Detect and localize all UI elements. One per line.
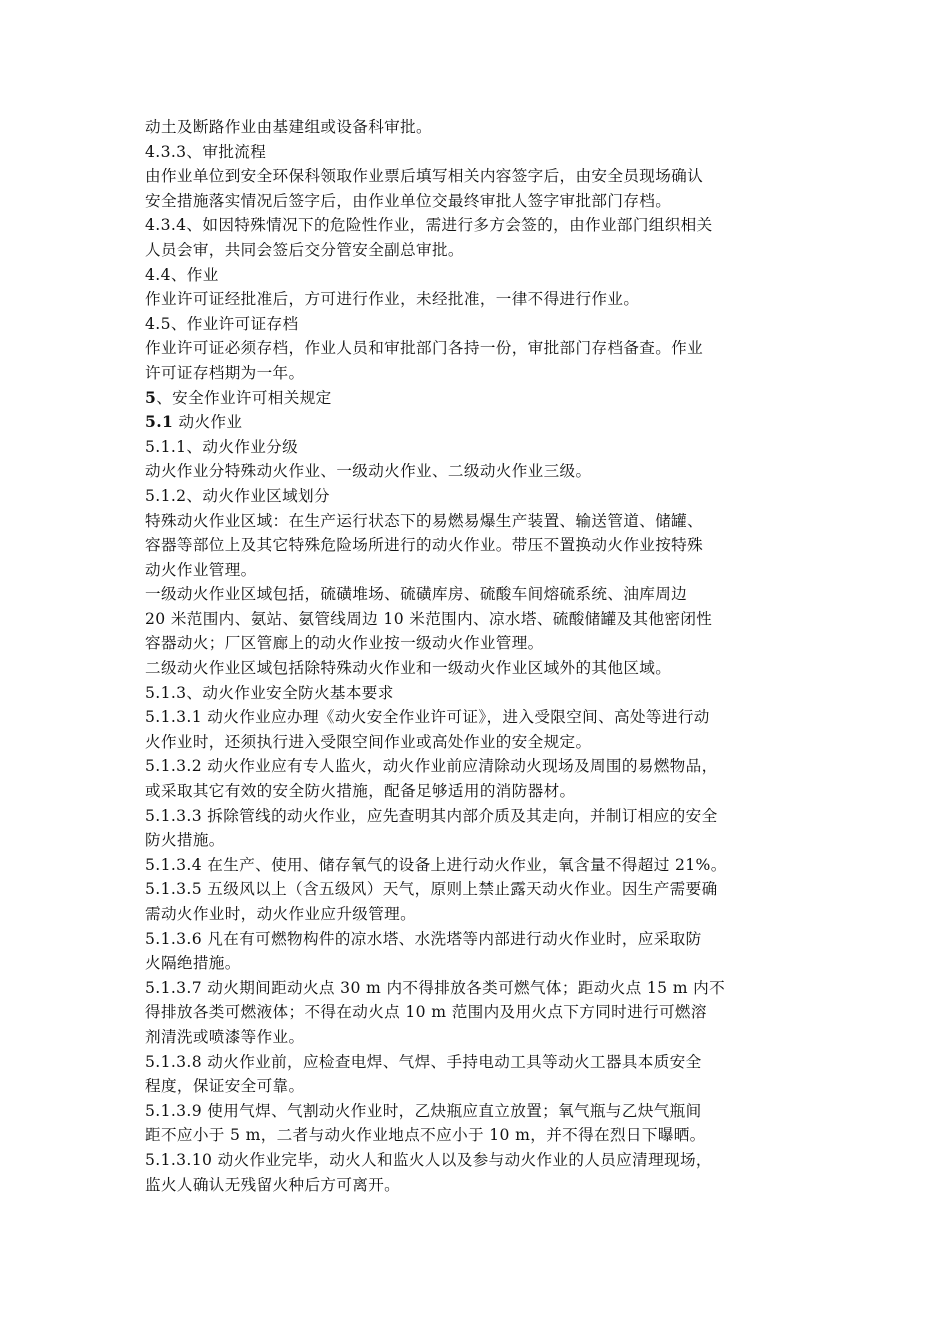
text-line: 火作业时，还须执行进入受限空间作业或高处作业的安全规定。	[145, 732, 592, 751]
text-line: 剂清洗或喷漆等作业。	[145, 1027, 305, 1046]
text-line: 特殊动火作业区域：在生产运行状态下的易燃易爆生产装置、输送管道、储罐、	[145, 511, 704, 530]
text-line: 5.1.2、动火作业区域划分	[145, 486, 330, 505]
text-line: 5.1.3.3 拆除管线的动火作业，应先查明其内部介质及其走向，并制订相应的安全	[145, 806, 718, 825]
text-line: 二级动火作业区域包括除特殊动火作业和一级动火作业区域外的其他区域。	[145, 659, 672, 678]
text-line: 5.1.3.10 动火作业完毕，动火人和监火人以及参与动火作业的人员应清理现场，	[145, 1150, 712, 1169]
text-line: 5.1.3.4 在生产、使用、储存氧气的设备上进行动火作业，氧含量不得超过 21%。	[145, 855, 727, 874]
text-line: 5.1.3.9 使用气焊、气割动火作业时，乙炔瓶应直立放置；氧气瓶与乙炔气瓶间	[145, 1101, 702, 1120]
document-page	[145, 115, 817, 1197]
text-line: 需动火作业时，动火作业应升级管理。	[145, 905, 417, 923]
text-line: 或采取其它有效的安全防火措施，配备足够适用的消防器材。	[145, 782, 576, 801]
text-line: 5.1.3.5 五级风以上（含五级风）天气，原则上禁止露天动火作业。因生产需要确	[145, 880, 718, 899]
text-line: 4.3.4、如因特殊情况下的危险性作业，需进行多方会签的，由作业部门组织相关	[145, 216, 713, 235]
text-line: 得排放各类可燃液体；不得在动火点 10 m 范围内及用火点下方同时进行可燃溶	[145, 1003, 707, 1022]
text-line: 5.1.3.8 动火作业前，应检查电焊、气焊、手持电动工具等动火工器具本质安全	[145, 1052, 702, 1071]
text-line: 监火人确认无残留火种后方可离开。	[145, 1175, 401, 1194]
text-line: 动火作业分特殊动火作业、一级动火作业、二级动火作业三级。	[145, 462, 592, 481]
text-line: 4.3.3、审批流程	[145, 142, 267, 161]
text-line: 防火措施。	[145, 831, 225, 850]
text-line: 5.1.3、动火作业安全防火基本要求	[145, 683, 394, 702]
text-line: 人员会审，共同会签后交分管安全副总审批。	[145, 240, 464, 259]
text-line: 动火作业管理。	[145, 560, 257, 579]
text-line: 许可证存档期为一年。	[145, 363, 305, 382]
text-line: 5.1 动火作业	[145, 412, 243, 432]
text-line: 5.1.3.6 凡在有可燃物构件的凉水塔、水洗塔等内部进行动火作业时，应采取防	[145, 929, 702, 948]
text-line: 5.1.3.7 动火期间距动火点 30 m 内不得排放各类可燃气体；距动火点 15 m 内不	[145, 978, 726, 997]
text-line: 一级动火作业区域包括，硫磺堆场、硫磺库房、硫酸车间熔硫系统、油库周边	[145, 585, 688, 604]
text-line: 火隔绝措施。	[145, 954, 241, 973]
text-line: 作业许可证经批准后，方可进行作业，未经批准，一律不得进行作业。	[145, 290, 640, 309]
text-line: 程度，保证安全可靠。	[145, 1077, 305, 1096]
text-line: 由作业单位到安全环保科领取作业票后填写相关内容签字后，由安全员现场确认	[145, 167, 704, 186]
text-line: 4.5、作业许可证存档	[145, 314, 299, 333]
section-number: 5	[145, 387, 157, 407]
text-line: 安全措施落实情况后签字后，由作业单位交最终审批人签字审批部门存档。	[145, 191, 672, 210]
text-line: 5、安全作业许可相关规定	[145, 387, 332, 407]
text-line: 距不应小于 5 m，二者与动火作业地点不应小于 10 m，并不得在烈日下曝晒。	[145, 1126, 706, 1145]
text-line: 容器等部位上及其它特殊危险场所进行的动火作业。带压不置换动火作业按特殊	[145, 536, 704, 555]
text-line: 5.1.1、动火作业分级	[145, 437, 299, 456]
text-line: 5.1.3.2 动火作业应有专人监火，动火作业前应清除动火现场及周围的易燃物品，	[145, 757, 718, 776]
text-line: 容器动火；厂区管廊上的动火作业按一级动火作业管理。	[145, 634, 544, 653]
text-line: 作业许可证必须存档，作业人员和审批部门各持一份，审批部门存档备查。作业	[145, 339, 704, 358]
text-line: 20 米范围内、氨站、氨管线周边 10 米范围内、凉水塔、硫酸储罐及其他密闭性	[145, 609, 713, 628]
text-line: 4.4、作业	[145, 265, 219, 284]
section-number: 5.1	[145, 412, 174, 432]
text-line: 5.1.3.1 动火作业应办理《动火安全作业许可证》，进入受限空间、高处等进行动	[145, 708, 710, 727]
text-line: 动土及断路作业由基建组或设备科审批。	[145, 118, 432, 136]
